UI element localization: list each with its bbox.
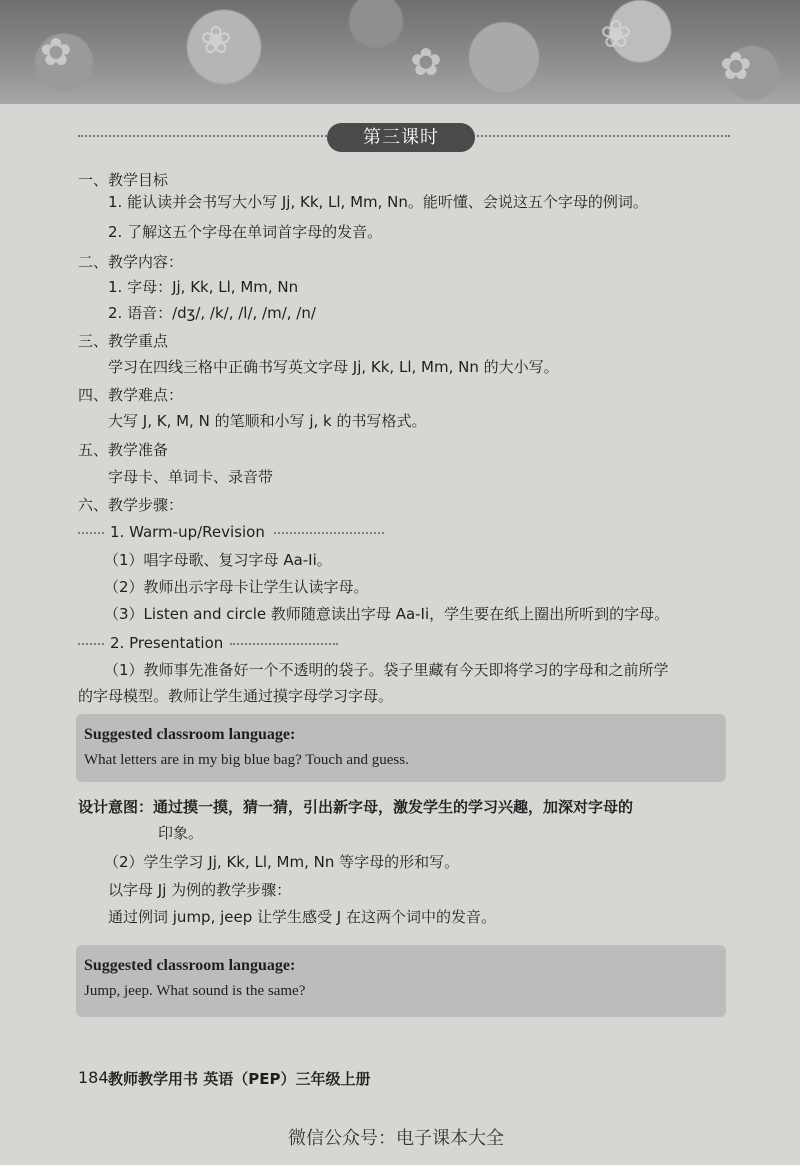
watermark-text: 微信公众号：电子课本大全	[288, 1128, 504, 1149]
step1-item: （3）Listen and circle 教师随意读出字母 Aa-Ii，学生要在纸上圈出所听到的字母。	[104, 605, 670, 623]
section-item: 学习在四线三格中正确书写英文字母 Jj, Kk, Ll, Mm, Nn 的大小写。	[108, 358, 559, 376]
suggested-language-heading: Suggested classroom language:	[84, 726, 296, 743]
design-intent-continued: 印象。	[158, 824, 204, 842]
section-title: 二、教学内容：	[78, 253, 184, 271]
page-number: 184	[78, 1068, 109, 1087]
step2-paragraph: 以字母 Jj 为例的教学步骤：	[108, 881, 292, 899]
step1-heading-row	[78, 522, 730, 542]
section-title: 五、教学准备	[78, 441, 169, 459]
book-title: 教师教学用书 英语（PEP）三年级上册	[108, 1070, 371, 1088]
section-title: 四、教学难点：	[78, 386, 184, 404]
suggested-language-heading: Suggested classroom language:	[84, 957, 296, 974]
suggested-language-text: Jump, jeep. What sound is the same?	[84, 983, 306, 999]
section-item: 2. 了解这五个字母在单词首字母的发音。	[108, 223, 383, 241]
step2-paragraph: （1）教师事先准备好一个不透明的袋子。袋子里藏有今天即将学习的字母和之前所学	[104, 661, 669, 679]
dotted-ornament	[78, 532, 104, 534]
step2-heading-row	[78, 633, 730, 653]
dotted-ornament	[274, 532, 384, 534]
step1-item: （1）唱字母歌、复习字母 Aa-Ii。	[104, 551, 332, 569]
section-title: 六、教学步骤：	[78, 496, 184, 514]
section-item: 1. 字母：Jj, Kk, Ll, Mm, Nn	[108, 278, 299, 296]
step1-heading: 1. Warm-up/Revision	[110, 523, 265, 541]
section-title: 一、教学目标	[78, 171, 169, 189]
step2-paragraph: 通过例词 jump, jeep 让学生感受 J 在这两个词中的发音。	[108, 908, 496, 926]
suggested-language-text: What letters are in my big blue bag? Touch and guess.	[84, 752, 409, 768]
dotted-ornament	[230, 643, 338, 645]
section-item: 2. 语音：/dʒ/, /k/, /l/, /m/, /n/	[108, 304, 316, 322]
flower-icon: ✿	[720, 44, 752, 88]
step1-item: （2）教师出示字母卡让学生认读字母。	[104, 578, 369, 596]
flower-icon: ✿	[410, 40, 442, 84]
flower-icon: ❀	[200, 18, 232, 62]
section-item: 大写 J, K, M, N 的笔顺和小写 j, k 的书写格式。	[108, 412, 427, 430]
decorative-flower-banner	[0, 0, 800, 104]
step2-heading: 2. Presentation	[110, 634, 224, 652]
design-intent: 设计意图：通过摸一摸，猜一猜，引出新字母，激发学生的学习兴趣，加深对字母的	[78, 798, 634, 816]
section-item: 1. 能认读并会书写大小写 Jj, Kk, Ll, Mm, Nn。能听懂、会说这五个字母的例词。	[108, 193, 648, 211]
suggested-language-box	[76, 945, 726, 1017]
section-title: 三、教学重点	[78, 332, 169, 350]
section-item: 字母卡、单词卡、录音带	[108, 468, 274, 486]
flower-icon: ❀	[600, 12, 632, 56]
step2-paragraph: 的字母模型。教师让学生通过摸字母学习字母。	[78, 687, 394, 705]
dotted-ornament	[78, 643, 104, 645]
flower-icon: ✿	[40, 30, 72, 74]
step2-paragraph: （2）学生学习 Jj, Kk, Ll, Mm, Nn 等字母的形和写。	[104, 853, 460, 871]
suggested-language-box	[76, 714, 726, 782]
lesson-title: 第三课时	[327, 123, 475, 152]
